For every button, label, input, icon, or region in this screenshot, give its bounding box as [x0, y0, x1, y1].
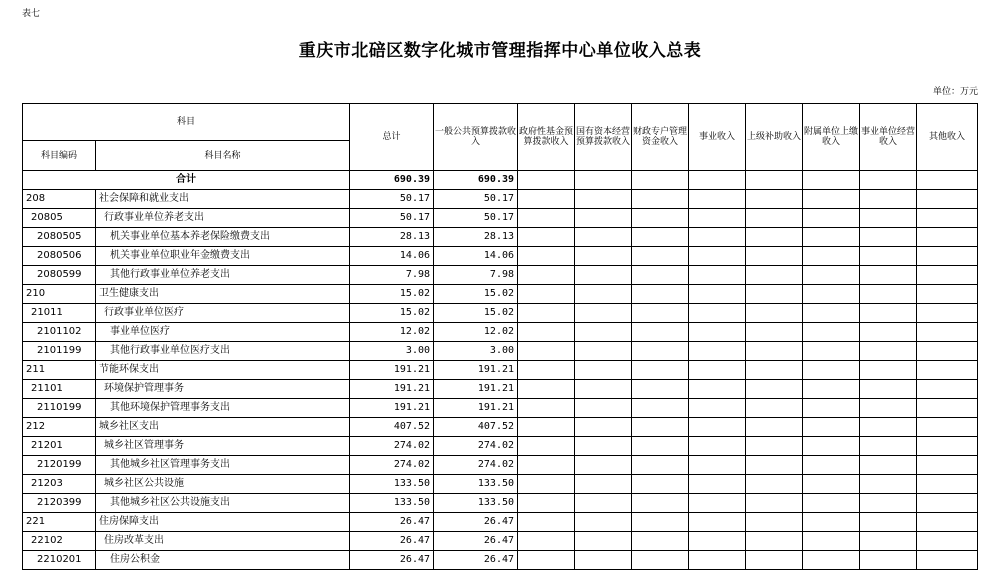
row-code: 212	[23, 418, 96, 437]
row-total: 15.02	[350, 304, 434, 323]
row-name: 住房改革支出	[96, 532, 350, 551]
row-general: 191.21	[434, 361, 518, 380]
row-code: 2101199	[23, 342, 96, 361]
row-total: 191.21	[350, 399, 434, 418]
row-code: 211	[23, 361, 96, 380]
row-general: 26.47	[434, 551, 518, 570]
income-table	[22, 103, 978, 570]
table-row	[23, 323, 978, 342]
table-row	[23, 209, 978, 228]
row-general: 50.17	[434, 209, 518, 228]
row-code: 21011	[23, 304, 96, 323]
total-total: 690.39	[350, 171, 434, 190]
table-row	[23, 399, 978, 418]
row-general: 274.02	[434, 437, 518, 456]
table-row	[23, 494, 978, 513]
table-row	[23, 513, 978, 532]
row-total: 15.02	[350, 285, 434, 304]
header-general-budget: 一般公共预算拨款收入	[434, 104, 518, 171]
row-total: 14.06	[350, 247, 434, 266]
row-code: 2080506	[23, 247, 96, 266]
table-row	[23, 266, 978, 285]
row-name: 节能环保支出	[96, 361, 350, 380]
total-label: 合计	[23, 171, 350, 190]
row-total: 28.13	[350, 228, 434, 247]
row-general: 191.21	[434, 380, 518, 399]
row-code: 2101102	[23, 323, 96, 342]
row-code: 2120199	[23, 456, 96, 475]
row-code: 2210201	[23, 551, 96, 570]
row-total: 26.47	[350, 532, 434, 551]
header-affiliated: 附属单位上缴收入	[803, 104, 860, 171]
total-row	[23, 171, 978, 190]
row-total: 133.50	[350, 475, 434, 494]
row-general: 407.52	[434, 418, 518, 437]
row-total: 12.02	[350, 323, 434, 342]
row-name: 其他城乡社区管理事务支出	[96, 456, 350, 475]
row-name: 行政事业单位医疗	[96, 304, 350, 323]
table-row	[23, 342, 978, 361]
page-title: 重庆市北碚区数字化城市管理指挥中心单位收入总表	[298, 41, 702, 61]
table-row	[23, 247, 978, 266]
row-general: 26.47	[434, 513, 518, 532]
row-name: 社会保障和就业支出	[96, 190, 350, 209]
total-general: 690.39	[434, 171, 518, 190]
row-general: 133.50	[434, 475, 518, 494]
header-code: 科目编码	[23, 141, 96, 171]
row-general: 14.06	[434, 247, 518, 266]
table-row	[23, 532, 978, 551]
header-state-capital: 国有资本经营预算拨款收入	[575, 104, 632, 171]
row-total: 3.00	[350, 342, 434, 361]
table-row	[23, 418, 978, 437]
table-row	[23, 456, 978, 475]
row-name: 机关事业单位职业年金缴费支出	[96, 247, 350, 266]
table-row	[23, 285, 978, 304]
table-row	[23, 361, 978, 380]
row-total: 191.21	[350, 380, 434, 399]
row-code: 21101	[23, 380, 96, 399]
header-subject: 科目	[23, 104, 350, 141]
header-name: 科目名称	[96, 141, 350, 171]
unit-label: 单位：万元	[932, 87, 978, 97]
row-total: 133.50	[350, 494, 434, 513]
row-total: 191.21	[350, 361, 434, 380]
row-total: 7.98	[350, 266, 434, 285]
row-total: 26.47	[350, 551, 434, 570]
row-general: 15.02	[434, 304, 518, 323]
row-name: 机关事业单位基本养老保险缴费支出	[96, 228, 350, 247]
row-name: 其他行政事业单位医疗支出	[96, 342, 350, 361]
row-general: 50.17	[434, 190, 518, 209]
row-general: 133.50	[434, 494, 518, 513]
row-code: 20805	[23, 209, 96, 228]
table-row	[23, 475, 978, 494]
row-total: 274.02	[350, 437, 434, 456]
table-row	[23, 551, 978, 570]
row-general: 12.02	[434, 323, 518, 342]
table-row	[23, 437, 978, 456]
row-name: 城乡社区管理事务	[96, 437, 350, 456]
row-total: 50.17	[350, 190, 434, 209]
row-name: 城乡社区公共设施	[96, 475, 350, 494]
row-name: 其他环境保护管理事务支出	[96, 399, 350, 418]
table-row	[23, 380, 978, 399]
row-name: 其他城乡社区公共设施支出	[96, 494, 350, 513]
row-general: 26.47	[434, 532, 518, 551]
row-code: 2080599	[23, 266, 96, 285]
header-business: 事业收入	[689, 104, 746, 171]
row-general: 191.21	[434, 399, 518, 418]
row-code: 208	[23, 190, 96, 209]
row-general: 7.98	[434, 266, 518, 285]
row-code: 21203	[23, 475, 96, 494]
table-row	[23, 190, 978, 209]
row-name: 事业单位医疗	[96, 323, 350, 342]
row-total: 407.52	[350, 418, 434, 437]
row-name: 行政事业单位养老支出	[96, 209, 350, 228]
row-total: 50.17	[350, 209, 434, 228]
row-code: 221	[23, 513, 96, 532]
header-other: 其他收入	[917, 104, 978, 171]
table-row	[23, 228, 978, 247]
row-code: 2120399	[23, 494, 96, 513]
row-code: 2110199	[23, 399, 96, 418]
row-general: 28.13	[434, 228, 518, 247]
row-total: 26.47	[350, 513, 434, 532]
row-total: 274.02	[350, 456, 434, 475]
header-operating: 事业单位经营收入	[860, 104, 917, 171]
row-name: 环境保护管理事务	[96, 380, 350, 399]
header-total: 总计	[350, 104, 434, 171]
table-row	[23, 304, 978, 323]
row-name: 其他行政事业单位养老支出	[96, 266, 350, 285]
row-general: 15.02	[434, 285, 518, 304]
doc-tag: 表七	[22, 9, 41, 19]
header-gov-fund: 政府性基金预算拨款收入	[518, 104, 575, 171]
row-name: 卫生健康支出	[96, 285, 350, 304]
row-code: 2080505	[23, 228, 96, 247]
row-name: 城乡社区支出	[96, 418, 350, 437]
row-code: 21201	[23, 437, 96, 456]
row-name: 住房保障支出	[96, 513, 350, 532]
header-superior-subsidy: 上级补助收入	[746, 104, 803, 171]
row-general: 274.02	[434, 456, 518, 475]
header-special-fund: 财政专户管理资金收入	[632, 104, 689, 171]
row-code: 210	[23, 285, 96, 304]
row-name: 住房公积金	[96, 551, 350, 570]
row-general: 3.00	[434, 342, 518, 361]
row-code: 22102	[23, 532, 96, 551]
